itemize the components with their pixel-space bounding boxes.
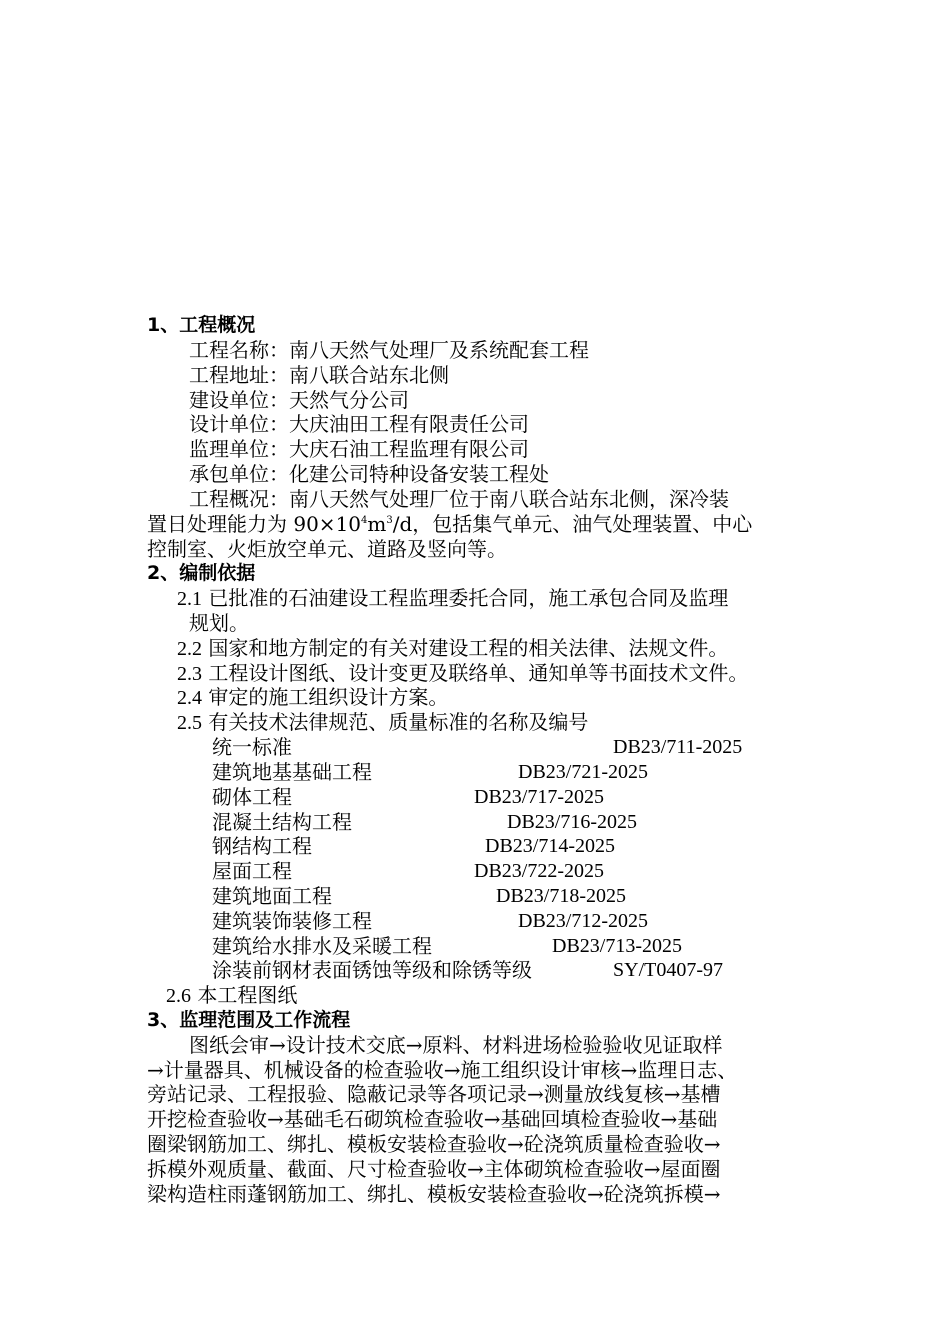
- workflow-line: 梁构造柱雨蓬钢筋加工、绑扎、模板安装检查验收→砼浇筑拆模→: [147, 1182, 721, 1206]
- standard-name: 建筑装饰装修工程: [212, 909, 372, 933]
- section-heading-3: 3、监理范围及工作流程: [147, 1009, 351, 1031]
- overview-unit-exponent: 3: [386, 515, 393, 526]
- overview-capacity-rest: /d，包括集气单元、油气处理装置、中心: [392, 512, 753, 536]
- design-unit: 设计单位：大庆油田工程有限责任公司: [189, 412, 529, 436]
- workflow-line: 圈梁钢筋加工、绑扎、模板安装检查验收→砼浇筑质量检查验收→: [147, 1132, 721, 1156]
- standard-name: 钢结构工程: [212, 834, 312, 858]
- standard-code: DB23/713-2025: [552, 935, 682, 957]
- basis-item: 2.1 已批准的石油建设工程监理委托合同，施工承包合同及监理: [177, 586, 729, 610]
- basis-item: 2.2 国家和地方制定的有关对建设工程的相关法律、法规文件。: [177, 636, 729, 660]
- overview-line-1: 工程概况：南八天然气处理厂位于南八联合站东北侧，深冷装: [189, 487, 729, 511]
- overview-capacity-text: 置日处理能力为 90×10: [147, 512, 362, 536]
- standard-code: DB23/716-2025: [507, 811, 637, 833]
- contractor-unit: 承包单位：化建公司特种设备安装工程处: [189, 462, 549, 486]
- basis-item-drawings: 2.6 本工程图纸: [166, 983, 298, 1007]
- overview-exponent: 4: [361, 515, 368, 526]
- standard-code: DB23/722-2025: [474, 860, 604, 882]
- standard-code: DB23/721-2025: [518, 761, 648, 783]
- standard-name: 建筑地基基础工程: [212, 760, 372, 784]
- overview-unit: m: [367, 512, 387, 536]
- standard-name: 涂装前钢材表面锈蚀等级和除锈等级: [212, 958, 532, 982]
- workflow-line: 开挖检查验收→基础毛石砌筑检查验收→基础回填检查验收→基础: [147, 1107, 718, 1131]
- overview-line-2: [147, 512, 752, 537]
- standard-name: 砌体工程: [212, 785, 292, 809]
- basis-item: 2.5 有关技术法律规范、质量标准的名称及编号: [177, 710, 589, 734]
- standard-code: DB23/714-2025: [485, 835, 615, 857]
- standard-code: DB23/717-2025: [474, 786, 604, 808]
- standard-code: DB23/718-2025: [496, 885, 626, 907]
- standard-name: 统一标准: [212, 735, 292, 759]
- workflow-line: →计量器具、机械设备的检查验收→施工组织设计审核→监理日志、: [147, 1058, 738, 1082]
- standard-code: SY/T0407-97: [613, 959, 723, 981]
- overview-line-3: 控制室、火炬放空单元、道路及竖向等。: [147, 537, 507, 561]
- project-name: 工程名称：南八天然气处理厂及系统配套工程: [189, 338, 589, 362]
- standard-name: 建筑给水排水及采暖工程: [212, 934, 432, 958]
- standard-name: 混凝土结构工程: [212, 810, 352, 834]
- basis-item-continuation: 规划。: [189, 611, 249, 635]
- standard-name: 屋面工程: [212, 859, 292, 883]
- supervision-unit: 监理单位：大庆石油工程监理有限公司: [189, 437, 529, 461]
- basis-item: 2.3 工程设计图纸、设计变更及联络单、通知单等书面技术文件。: [177, 661, 749, 685]
- construction-unit: 建设单位：天然气分公司: [189, 388, 409, 412]
- basis-item: 2.4 审定的施工组织设计方案。: [177, 685, 449, 709]
- section-heading-1: 1、工程概况: [147, 314, 256, 336]
- standard-name: 建筑地面工程: [212, 884, 332, 908]
- section-heading-2: 2、编制依据: [147, 562, 256, 584]
- workflow-line: 拆模外观质量、截面、尺寸检查验收→主体砌筑检查验收→屋面圈: [147, 1157, 721, 1181]
- workflow-line: 旁站记录、工程报验、隐蔽记录等各项记录→测量放线复核→基槽: [147, 1082, 721, 1106]
- standard-code: DB23/712-2025: [518, 910, 648, 932]
- project-address: 工程地址：南八联合站东北侧: [189, 363, 449, 387]
- standard-code: DB23/711-2025: [613, 736, 743, 758]
- workflow-line: 图纸会审→设计技术交底→原料、材料进场检验验收见证取样: [189, 1033, 723, 1057]
